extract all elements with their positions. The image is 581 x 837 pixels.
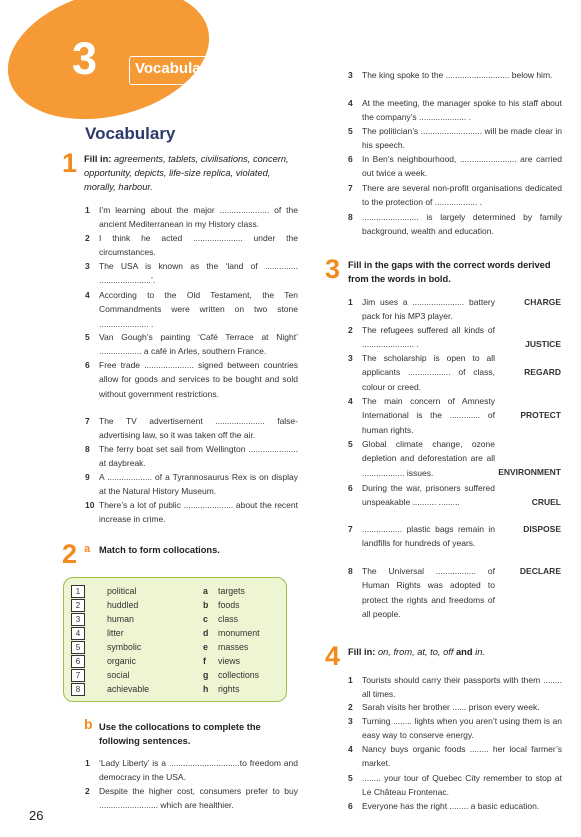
item-text: ................. plastic bags remain in landfills for hundreds of years. <box>362 524 495 549</box>
item-text: Jim uses a ...................... battery pack for his MP3 player. <box>362 297 495 322</box>
match-number-box[interactable]: 4 <box>71 627 85 640</box>
exercise-1-number: 1 <box>62 148 78 178</box>
item-number: 5 <box>348 773 353 783</box>
match-number-box[interactable]: 6 <box>71 655 85 668</box>
item-text: The USA is known as the ‘land of .............. ......................’. <box>99 261 298 286</box>
item-number: 7 <box>348 524 353 534</box>
item-number: 5 <box>348 126 353 136</box>
exercise-4-word-list: on, from, at, to, off <box>377 647 454 657</box>
unit-number: 3 <box>72 33 97 84</box>
item-text: The refugees suffered all kinds of ...................... . <box>362 325 495 350</box>
item-number: 6 <box>348 483 353 493</box>
exercise-2a-instruction: Match to form collocations. <box>99 545 220 555</box>
item-number: 9 <box>85 472 90 482</box>
item-text: The scholarship is open to all applicants .................. of class, colour or creed. <box>362 353 495 392</box>
match-right-letter: h <box>203 684 209 694</box>
match-number-box[interactable]: 1 <box>71 585 85 598</box>
item-number: 1 <box>348 675 353 685</box>
item-number: 5 <box>85 332 90 342</box>
item-number: 3 <box>85 261 90 271</box>
item-text: Sarah visits her brother ...... prison every week. <box>362 702 540 712</box>
item-text: Turning ........ lights when you aren’t using them is an easy way to conserve energy. <box>362 716 562 741</box>
item-text: Global climate change, ozone depletion and deforestation are all .................. issues. <box>362 439 495 478</box>
item-number: 6 <box>348 801 353 811</box>
bold-base-word: ENVIRONMENT <box>498 467 561 477</box>
item-number: 5 <box>348 439 353 449</box>
exercise-1-instruction-lead: Fill in: <box>84 154 112 164</box>
match-left-word: political <box>107 586 137 596</box>
item-number: 2 <box>85 233 90 243</box>
item-number: 1 <box>348 297 353 307</box>
item-text: Everyone has the right ........ a basic education. <box>362 801 540 811</box>
item-text: ‘Lady Liberty’ is a ..............................to freedom and democracy in the USA. <box>99 758 298 783</box>
match-number-box[interactable]: 5 <box>71 641 85 654</box>
item-text: The main concern of Amnesty International is the ............. of human rights. <box>362 396 495 435</box>
unit-title: Vocabulary Practice <box>135 60 278 77</box>
match-right-letter: g <box>203 670 209 680</box>
item-text: Van Gough’s painting ‘Café Terrace at Night’ .................. a café in Arles, southern France. <box>99 332 298 357</box>
match-left-word: organic <box>107 656 136 666</box>
item-number: 3 <box>348 353 353 363</box>
item-number: 3 <box>348 70 353 80</box>
exercise-4-instruction <box>348 645 563 659</box>
exercise-3-instruction: Fill in the gaps with the correct words derived from the words in bold. <box>348 260 551 284</box>
item-text: Despite the higher cost, consumers prefer to buy ......................... which are healthier. <box>99 786 298 811</box>
match-right-word: rights <box>218 684 240 694</box>
match-right-word: collections <box>218 670 260 680</box>
match-left-word: human <box>107 614 134 624</box>
exercise-1-instruction <box>84 152 294 194</box>
match-left-word: social <box>107 670 130 680</box>
exercise-2-number: 2 <box>62 539 78 569</box>
item-number: 4 <box>348 98 353 108</box>
item-text: Tourists should carry their passports with them ........ all times. <box>362 675 562 700</box>
bold-base-word: PROTECT <box>520 410 561 420</box>
item-number: 2 <box>85 786 90 796</box>
match-number-box[interactable]: 7 <box>71 669 85 682</box>
item-text: I’m learning about the major ..................... of the ancient Mediterranean in my History class. <box>99 205 298 230</box>
bold-base-word: JUSTICE <box>525 339 561 349</box>
match-right-word: masses <box>218 642 249 652</box>
bold-base-word: REGARD <box>524 367 561 377</box>
item-text: ........................ is largely determined by family background, wealth and education. <box>362 212 562 237</box>
item-text: There are several non-profit organisations dedicated to the protection of .................. . <box>362 183 562 208</box>
match-number-box[interactable]: 2 <box>71 599 85 612</box>
match-right-letter: a <box>203 586 208 596</box>
exercise-4-instruction-and: and <box>456 647 473 657</box>
exercise-4-instruction-lead: Fill in: <box>348 647 376 657</box>
item-text: In Ben’s neighbourhood, ........................ are carried out twice a week. <box>362 154 562 179</box>
exercise-3-number: 3 <box>325 254 341 284</box>
bold-base-word: CRUEL <box>531 497 561 507</box>
item-text: The politician’s .......................... will be made clear in his speech. <box>362 126 562 151</box>
item-number: 6 <box>85 360 90 370</box>
item-number: 10 <box>85 500 95 510</box>
match-right-letter: d <box>203 628 209 638</box>
item-text: Free trade ..................... signed between countries allow for goods and services to be bought and sold without government restrictions. <box>99 360 298 399</box>
match-right-word: views <box>218 656 240 666</box>
exercise-2a-letter: a <box>84 543 91 555</box>
match-right-letter: b <box>203 600 209 610</box>
match-number-box[interactable]: 8 <box>71 683 85 696</box>
item-number: 2 <box>348 325 353 335</box>
item-text: The king spoke to the ........................... below him. <box>362 70 553 80</box>
item-text: There’s a lot of public ..................... about the recent increase in crime. <box>99 500 298 525</box>
match-right-letter: e <box>203 642 208 652</box>
match-left-word: litter <box>107 628 124 638</box>
page-number: 26 <box>29 808 44 823</box>
item-number: 8 <box>348 212 353 222</box>
match-left-word: achievable <box>107 684 150 694</box>
item-text: The TV advertisement ..................... false-advertising law, so it was taken off the air. <box>99 416 298 441</box>
item-text: According to the Old Testament, the Ten Commandments were written on two stone ..................... . <box>99 290 298 329</box>
exercise-4-number: 4 <box>325 641 341 671</box>
exercise-2b-letter: b <box>84 716 93 732</box>
item-number: 7 <box>348 183 353 193</box>
match-right-letter: c <box>203 614 208 624</box>
item-text: Nancy buys organic foods ........ her local farmer’s market. <box>362 744 562 769</box>
item-number: 1 <box>85 205 90 215</box>
item-number: 3 <box>348 716 353 726</box>
item-number: 6 <box>348 154 353 164</box>
match-left-word: symbolic <box>107 642 142 652</box>
item-number: 8 <box>348 566 353 576</box>
item-number: 4 <box>85 290 90 300</box>
bold-base-word: DISPOSE <box>523 524 561 534</box>
collocation-match-box <box>63 577 287 702</box>
exercise-2b-instruction: Use the collocations to complete the following sentences. <box>99 722 261 746</box>
item-number: 8 <box>85 444 90 454</box>
item-text: The ferry boat set sail from Wellington ..................... at daybreak. <box>99 444 298 469</box>
item-text: I think he acted ..................... under the circumstances. <box>99 233 298 258</box>
item-text: At the meeting, the manager spoke to his staff about the company’s .................... . <box>362 98 562 123</box>
section-title: Vocabulary <box>85 124 176 143</box>
match-number-box[interactable]: 3 <box>71 613 85 626</box>
item-number: 2 <box>348 702 353 712</box>
match-right-word: monument <box>218 628 260 638</box>
item-number: 4 <box>348 744 353 754</box>
match-right-word: class <box>218 614 239 624</box>
item-text: The Universal ................. of Human Rights was adopted to protect the rights and freedoms of all people. <box>362 566 495 619</box>
item-text: A ................... of a Tyrannosaurus Rex is on display at the Natural History Museum. <box>99 472 298 497</box>
match-right-word: foods <box>218 600 240 610</box>
bold-base-word: CHARGE <box>524 297 561 307</box>
item-number: 1 <box>85 758 90 768</box>
item-number: 7 <box>85 416 90 426</box>
bold-base-word: DECLARE <box>519 566 561 576</box>
match-left-word: huddled <box>107 600 139 610</box>
match-right-word: targets <box>218 586 245 596</box>
exercise-1-word-list: agreements, tablets, civilisations, concern, opportunity, depicts, life-size replica, violated, morally, harbour. <box>84 154 289 192</box>
match-right-letter: f <box>203 656 206 666</box>
exercise-4-last-word: in. <box>475 647 485 657</box>
item-text: During the war, prisoners suffered unspeakable .......... ......... <box>362 483 495 508</box>
item-text: ........ your tour of Quebec City remember to stop at Le Château Frontenac. <box>362 773 562 798</box>
item-number: 4 <box>348 396 353 406</box>
